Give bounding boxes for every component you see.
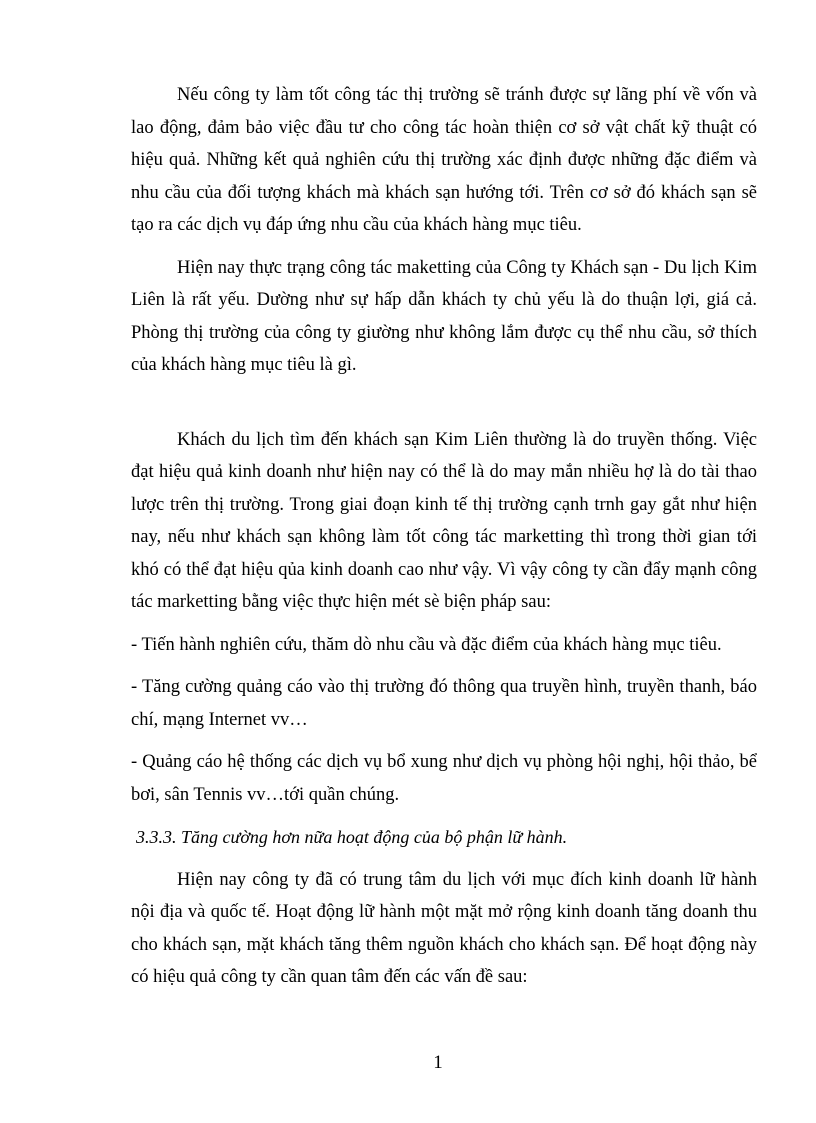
paragraph-customer-origin: Khách du lịch tìm đến khách sạn Kim Liên thường là do truyền thống. Việc đạt hiệu quả kinh doanh như hiện nay có thể là do may mắn nhiều hợ là do tài thao lược trên thị trường. Trong giai đoạn kinh tế thị trường cạnh trnh gay gắt như hiện nay, nếu như khách sạn không làm tốt công tác marketting thì trong thời gian tới khó có thể đạt hiệu qủa kinh doanh cao như vậy. Vì vậy công ty cần đẩy mạnh công tác marketting bằng việc thực hiện mét sè biện pháp sau:	[131, 429, 757, 612]
bullet-item-advertising: - Tăng cường quảng cáo vào thị trường đó thông qua truyền hình, truyền thanh, báo chí, mạng Internet vv…	[131, 677, 757, 730]
body-text	[131, 79, 757, 994]
section-heading: 3.3.3. Tăng cường hơn nữa hoạt động của bộ phận lữ hành.	[136, 827, 568, 847]
paragraph-travel-department: Hiện nay công ty đã có trung tâm du lịch với mục đích kinh doanh lữ hành nội địa và quốc tế. Hoạt động lữ hành một mặt mở rộng kinh doanh tăng doanh thu cho khách sạn, mặt khách tăng thêm nguồn khách cho khách sạn. Để hoạt động này có hiệu quả công ty cần quan tâm đến các vấn đề sau:	[131, 869, 757, 987]
paragraph-market-benefits: Nếu công ty làm tốt công tác thị trường sẽ tránh được sự lãng phí về vốn và lao động, đảm bảo việc đầu tư cho công tác hoàn thiện cơ sở vật chất kỹ thuật có hiệu quả. Những kết quả nghiên cứu thị trường xác định được những đặc điểm và nhu cầu của đối tượng khách mà khách sạn hướng tới. Trên cơ sở đó khách sạn sẽ tạo ra các dịch vụ đáp ứng nhu cầu của khách hàng mục tiêu.	[131, 85, 757, 235]
bullet-item-research: - Tiến hành nghiên cứu, thăm dò nhu cầu và đặc điểm của khách hàng mục tiêu.	[131, 634, 722, 655]
paragraph-marketing-status: Hiện nay thực trạng công tác maketting của Công ty Khách sạn - Du lịch Kim Liên là rất yếu. Dường như sự hấp dẫn khách ty chủ yếu là do thuận lợi, giá cả. Phòng thị trường của công ty giường như không lắm được cụ thể nhu cầu, sở thích của khách hàng mục tiêu là gì.	[131, 257, 757, 375]
page-number: 1	[433, 1052, 443, 1073]
bullet-item-services: - Quảng cáo hệ thống các dịch vụ bổ xung như dịch vụ phòng hội nghị, hội thảo, bể bơi, sân Tennis vv…tới quần chúng.	[131, 752, 757, 805]
